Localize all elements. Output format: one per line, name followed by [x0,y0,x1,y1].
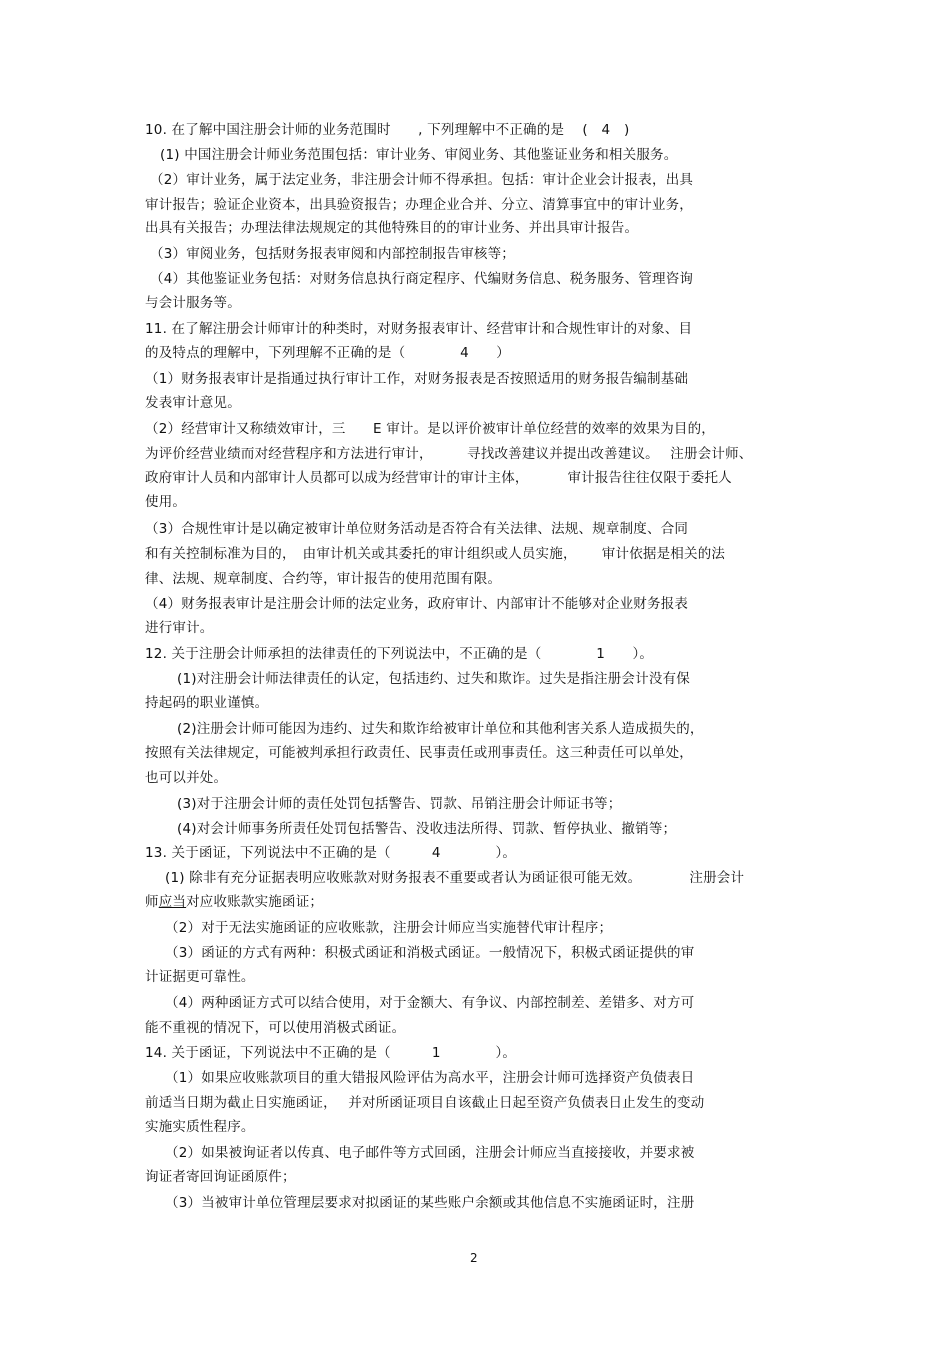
q10-option-2-cont: 审计报告；验证企业资本，出具验资报告；办理企业合并、分立、清算事宜中的审计业务， [145,197,693,213]
q13-option-1-prefix: 师 [145,894,159,910]
q11-option-1: （1）财务报表审计是指通过执行审计工作，对财务报表是否按照适用的财务报告编制基础 [145,371,689,387]
q12-stem: 12. 关于注册会计师承担的法律责任的下列说法中，不正确的是（ 1 ）。 [145,646,654,662]
q14-option-1: （1）如果应收账款项目的重大错报风险评估为高水平，注册会计师可选择资产负债表日 [165,1070,695,1086]
q13-stem: 13. 关于函证，下列说法中不正确的是（ 4 ）。 [145,845,517,861]
q11-option-2: （2）经营审计又称绩效审计，三 E 审计。是以评价被审计单位经营的效率的效果为目的， [145,421,716,437]
q10-stem: 10. 在了解中国注册会计师的业务范围时 , 下列理解中不正确的是 ( 4 ) [145,122,630,138]
q13-option-1: (1) 除非有充分证据表明应收账款对财务报表不重要或者认为函证很可能无效。 注册会计 [165,870,745,886]
q11-option-4-cont: 进行审计。 [145,620,214,636]
q12-option-2-cont: 按照有关法律规定，可能被判承担行政责任、民事责任或刑事责任。这三种责任可以单处， [145,745,693,761]
q10-option-4: （4）其他鉴证业务包括：对财务信息执行商定程序、代编财务信息、税务服务、管理咨询 [150,271,694,287]
q12-option-4: (4)对会计师事务所责任处罚包括警告、没收违法所得、罚款、暂停执业、撤销等； [177,821,677,837]
q11-option-3: （3）合规性审计是以确定被审计单位财务活动是否符合有关法律、法规、规章制度、合同 [145,521,689,537]
q11-option-1-cont: 发表审计意见。 [145,395,241,411]
q11-option-2-cont: 使用。 [145,494,187,510]
q12-option-3: (3)对于注册会计师的责任处罚包括警告、罚款、吊销注册会计师证书等； [177,796,622,812]
q12-option-1: (1)对注册会计师法律责任的认定，包括违约、过失和欺诈。过失是指注册会计没有保 [177,671,690,687]
q13-option-3-cont: 计证据更可靠性。 [145,969,255,985]
q11-option-3-cont: 律、法规、规章制度、合约等，审计报告的使用范围有限。 [145,571,502,587]
q14-option-3: （3）当被审计单位管理层要求对拟函证的某些账户余额或其他信息不实施函证时，注册 [165,1195,695,1211]
q12-option-2: (2)注册会计师可能因为违约、过失和欺诈给被审计单位和其他利害关系人造成损失的， [177,721,704,737]
page-number: 2 [470,1251,478,1265]
q10-option-1: (1) 中国注册会计师业务范围包括：审计业务、审阅业务、其他鉴证业务和相关服务。 [160,147,678,163]
q13-option-3: （3）函证的方式有两种：积极式函证和消极式函证。一般情况下，积极式函证提供的审 [165,945,695,961]
q13-option-1-underlined: 应当 [158,894,187,910]
q14-stem: 14. 关于函证，下列说法中不正确的是（ 1 ）。 [145,1045,517,1061]
q10-option-4-cont: 与会计服务等。 [145,295,241,311]
q14-option-1-cont: 实施实质性程序。 [145,1119,255,1135]
q14-option-2: （2）如果被询证者以传真、电子邮件等方式回函，注册会计师应当直接接收，并要求被 [165,1145,695,1161]
q12-option-2-cont: 也可以并处。 [145,770,228,786]
q13-option-1-cont [145,893,323,911]
q11-option-3-cont: 和有关控制标准为目的， 由审计机关或其委托的审计组织或人员实施， 审计依据是相关的法 [145,546,726,562]
q11-option-2-cont: 为评价经营业绩而对经营程序和方法进行审计， 寻找改善建议并提出改善建议。 注册会计师、 [145,446,753,462]
q11-stem: 11. 在了解注册会计师审计的种类时，对财务报表审计、经营审计和合规性审计的对象、目 [145,321,693,337]
q12-option-1-cont: 持起码的职业谨慎。 [145,695,269,711]
q13-option-1-rest: 对应收账款实施函证； [186,894,324,910]
q11-option-2-cont: 政府审计人员和内部审计人员都可以成为经营审计的审计主体， 审计报告往往仅限于委托人 [145,470,732,486]
q13-option-4: （4）两种函证方式可以结合使用，对于金额大、有争议、内部控制差、差错多、对方可 [165,995,695,1011]
q10-option-2-cont: 出具有关报告；办理法律法规规定的其他特殊目的的审计业务、并出具审计报告。 [145,220,639,236]
q14-option-1-cont: 前适当日期为截止日实施函证， 并对所函证项目自该截止日起至资产负债表日止发生的变动 [145,1095,705,1111]
q11-stem-cont: 的及特点的理解中，下列理解不正确的是（ 4 ） [145,345,510,361]
q10-option-3: （3）审阅业务，包括财务报表审阅和内部控制报告审核等； [150,246,515,262]
q13-option-4-cont: 能不重视的情况下，可以使用消极式函证。 [145,1020,406,1036]
q10-option-2: （2）审计业务，属于法定业务，非注册会计师不得承担。包括：审计企业会计报表，出具 [150,172,694,188]
q11-option-4: （4）财务报表审计是注册会计师的法定业务，政府审计、内部审计不能够对企业财务报表 [145,596,689,612]
q14-option-2-cont: 询证者寄回询证函原件； [145,1169,296,1185]
q13-option-2: （2）对于无法实施函证的应收账款，注册会计师应当实施替代审计程序； [165,920,613,936]
